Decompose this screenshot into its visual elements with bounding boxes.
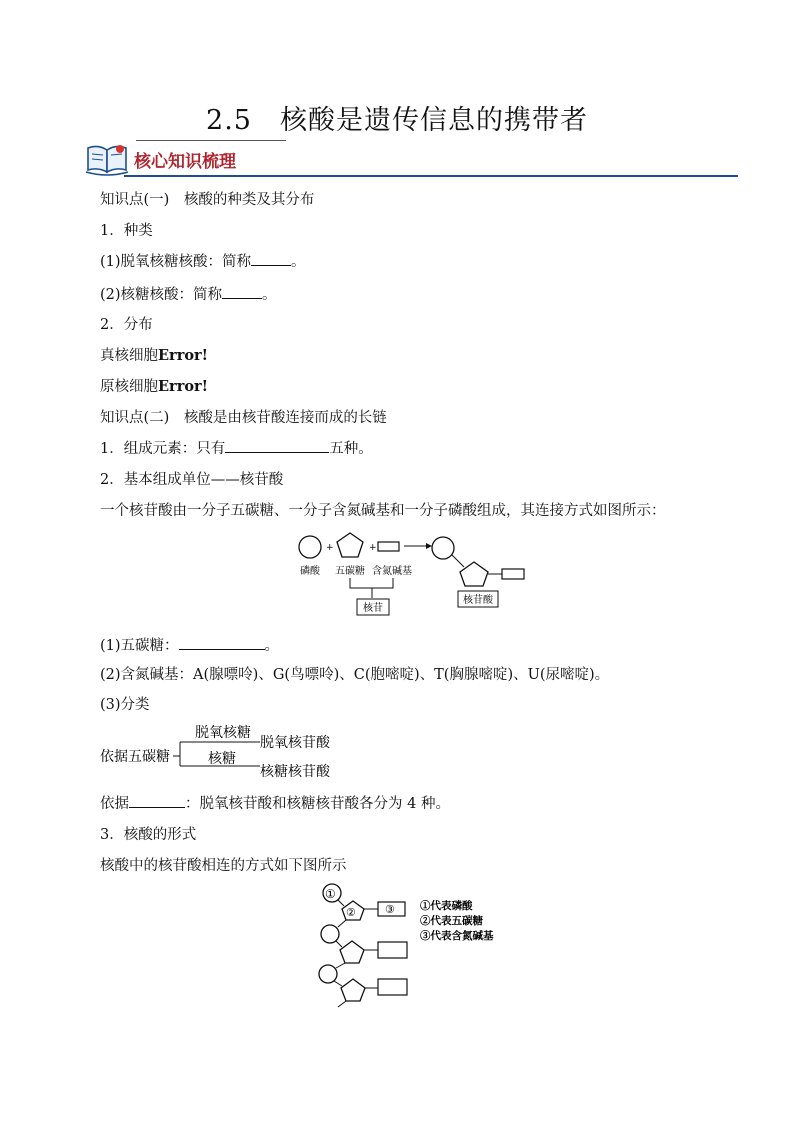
heading-classification: (3)分类 [100, 697, 150, 713]
legend-phosphate: ①代表磷酸 [420, 900, 473, 912]
phosphate-circle [299, 536, 321, 558]
class-result2: 核糖核苷酸 [260, 764, 330, 780]
chain-tail [338, 1001, 346, 1007]
heading-unit: 2．基本组成单位——核苷酸 [100, 472, 284, 488]
rna-blank[interactable] [222, 284, 262, 299]
elements-line [100, 437, 373, 458]
chain-phosphate-3 [319, 965, 337, 983]
knowledge-point-2: 知识点(二) 核酸是由核苷酸连接而成的长链 [100, 410, 387, 426]
page-title: 2.5 核酸是遗传信息的携带者 [206, 105, 588, 136]
product-sugar [460, 562, 488, 586]
eukaryote-line [100, 344, 208, 365]
chain-bond-2a [336, 941, 342, 947]
heading-forms: 3．核酸的形式 [100, 827, 197, 843]
arrow-head [426, 543, 432, 549]
chain-link-1 [338, 920, 346, 927]
elements-blank[interactable] [225, 438, 329, 453]
chain-diagram [310, 880, 520, 1010]
heading-distribution: 2．分布 [100, 317, 153, 333]
base-rect [378, 542, 399, 551]
sugar-blank[interactable] [179, 635, 265, 650]
legend-base: ③代表含氮碱基 [420, 930, 494, 942]
sugar-text: (1)五碳糖： [100, 638, 179, 654]
chain-description: 核酸中的核苷酸相连的方式如下图所示 [100, 858, 347, 874]
elements-text: 1．组成元素：只有 [100, 441, 226, 457]
plus-2: + [369, 543, 377, 553]
nucleoside-label: 核苷 [363, 603, 383, 614]
class-branch2: 核糖 [208, 751, 236, 767]
class-result1: 脱氧核苷酸 [260, 735, 330, 751]
chain-mark-1: ① [325, 887, 336, 901]
bases-line: (2)含氮碱基：A(腺嘌呤)、G(鸟嘌呤)、C(胞嘧啶)、T(胸腺嘧啶)、U(尿嘧啶)。 [100, 667, 610, 683]
rna-end: 。 [262, 287, 277, 303]
chain-sugar-2 [340, 941, 364, 963]
header-rule [124, 175, 738, 177]
sugar-end: 。 [264, 638, 280, 654]
basis-blank[interactable] [129, 793, 185, 808]
plus-1: + [326, 543, 334, 553]
label-base: 含氮碱基 [372, 566, 412, 577]
eukaryote-error: Error! [158, 347, 209, 364]
chain-bond-1a [338, 900, 344, 906]
class-branch1: 脱氧核糖 [195, 725, 251, 741]
chain-base-3 [378, 979, 407, 995]
chain-sugar-3 [341, 979, 365, 1001]
prokaryote-error: Error! [158, 378, 209, 395]
legend-sugar: ②代表五碳糖 [420, 915, 483, 927]
chain-link-2 [336, 963, 345, 968]
product-phosphate [432, 537, 454, 559]
chain-mark-2: ② [346, 906, 356, 919]
nucleotide-diagram [290, 530, 540, 620]
nucleotide-description: 一个核苷酸由一分子五碳糖、一分子含氮碱基和一分子磷酸组成，其连接方式如图所示： [100, 503, 666, 519]
label-phosphate: 磷酸 [300, 566, 320, 577]
header-top-rule [136, 140, 286, 141]
section-header [84, 140, 738, 180]
rna-line [100, 283, 277, 304]
elements-end: 五种。 [329, 441, 373, 457]
section-label: 核心知识梳理 [134, 152, 236, 172]
rna-text: (2)核糖核酸：简称 [100, 287, 223, 303]
prokaryote-line [100, 375, 208, 396]
heading-types: 1．种类 [100, 223, 153, 239]
nucleoside-bracket [350, 578, 393, 598]
dna-blank[interactable] [251, 251, 291, 266]
sugar-pentagon [337, 533, 363, 557]
chain-bond-3a [334, 981, 342, 986]
product-base [502, 569, 524, 579]
book-icon [84, 142, 130, 176]
knowledge-point-1: 知识点(一) 核酸的种类及其分布 [100, 192, 315, 208]
prokaryote-text: 原核细胞 [100, 379, 158, 395]
class-root: 依据五碳糖 [100, 749, 170, 765]
dna-text: (1)脱氧核糖核酸：简称 [100, 254, 252, 270]
dna-end: 。 [291, 254, 306, 270]
chain-mark-3: ③ [385, 903, 395, 916]
classification-diagram [100, 722, 340, 784]
basis-text: 依据 [100, 796, 129, 812]
dna-line [100, 250, 306, 271]
product-bond-1 [452, 555, 464, 567]
basis-line [100, 792, 450, 813]
sugar-line [100, 634, 279, 655]
chain-base-2 [378, 942, 407, 958]
nucleotide-label: 核苷酸 [463, 595, 493, 606]
eukaryote-text: 真核细胞 [100, 348, 158, 364]
label-sugar: 五碳糖 [335, 566, 365, 577]
chain-phosphate-2 [321, 925, 339, 943]
basis-end: ：脱氧核苷酸和核糖核苷酸各分为 4 种。 [185, 796, 450, 812]
